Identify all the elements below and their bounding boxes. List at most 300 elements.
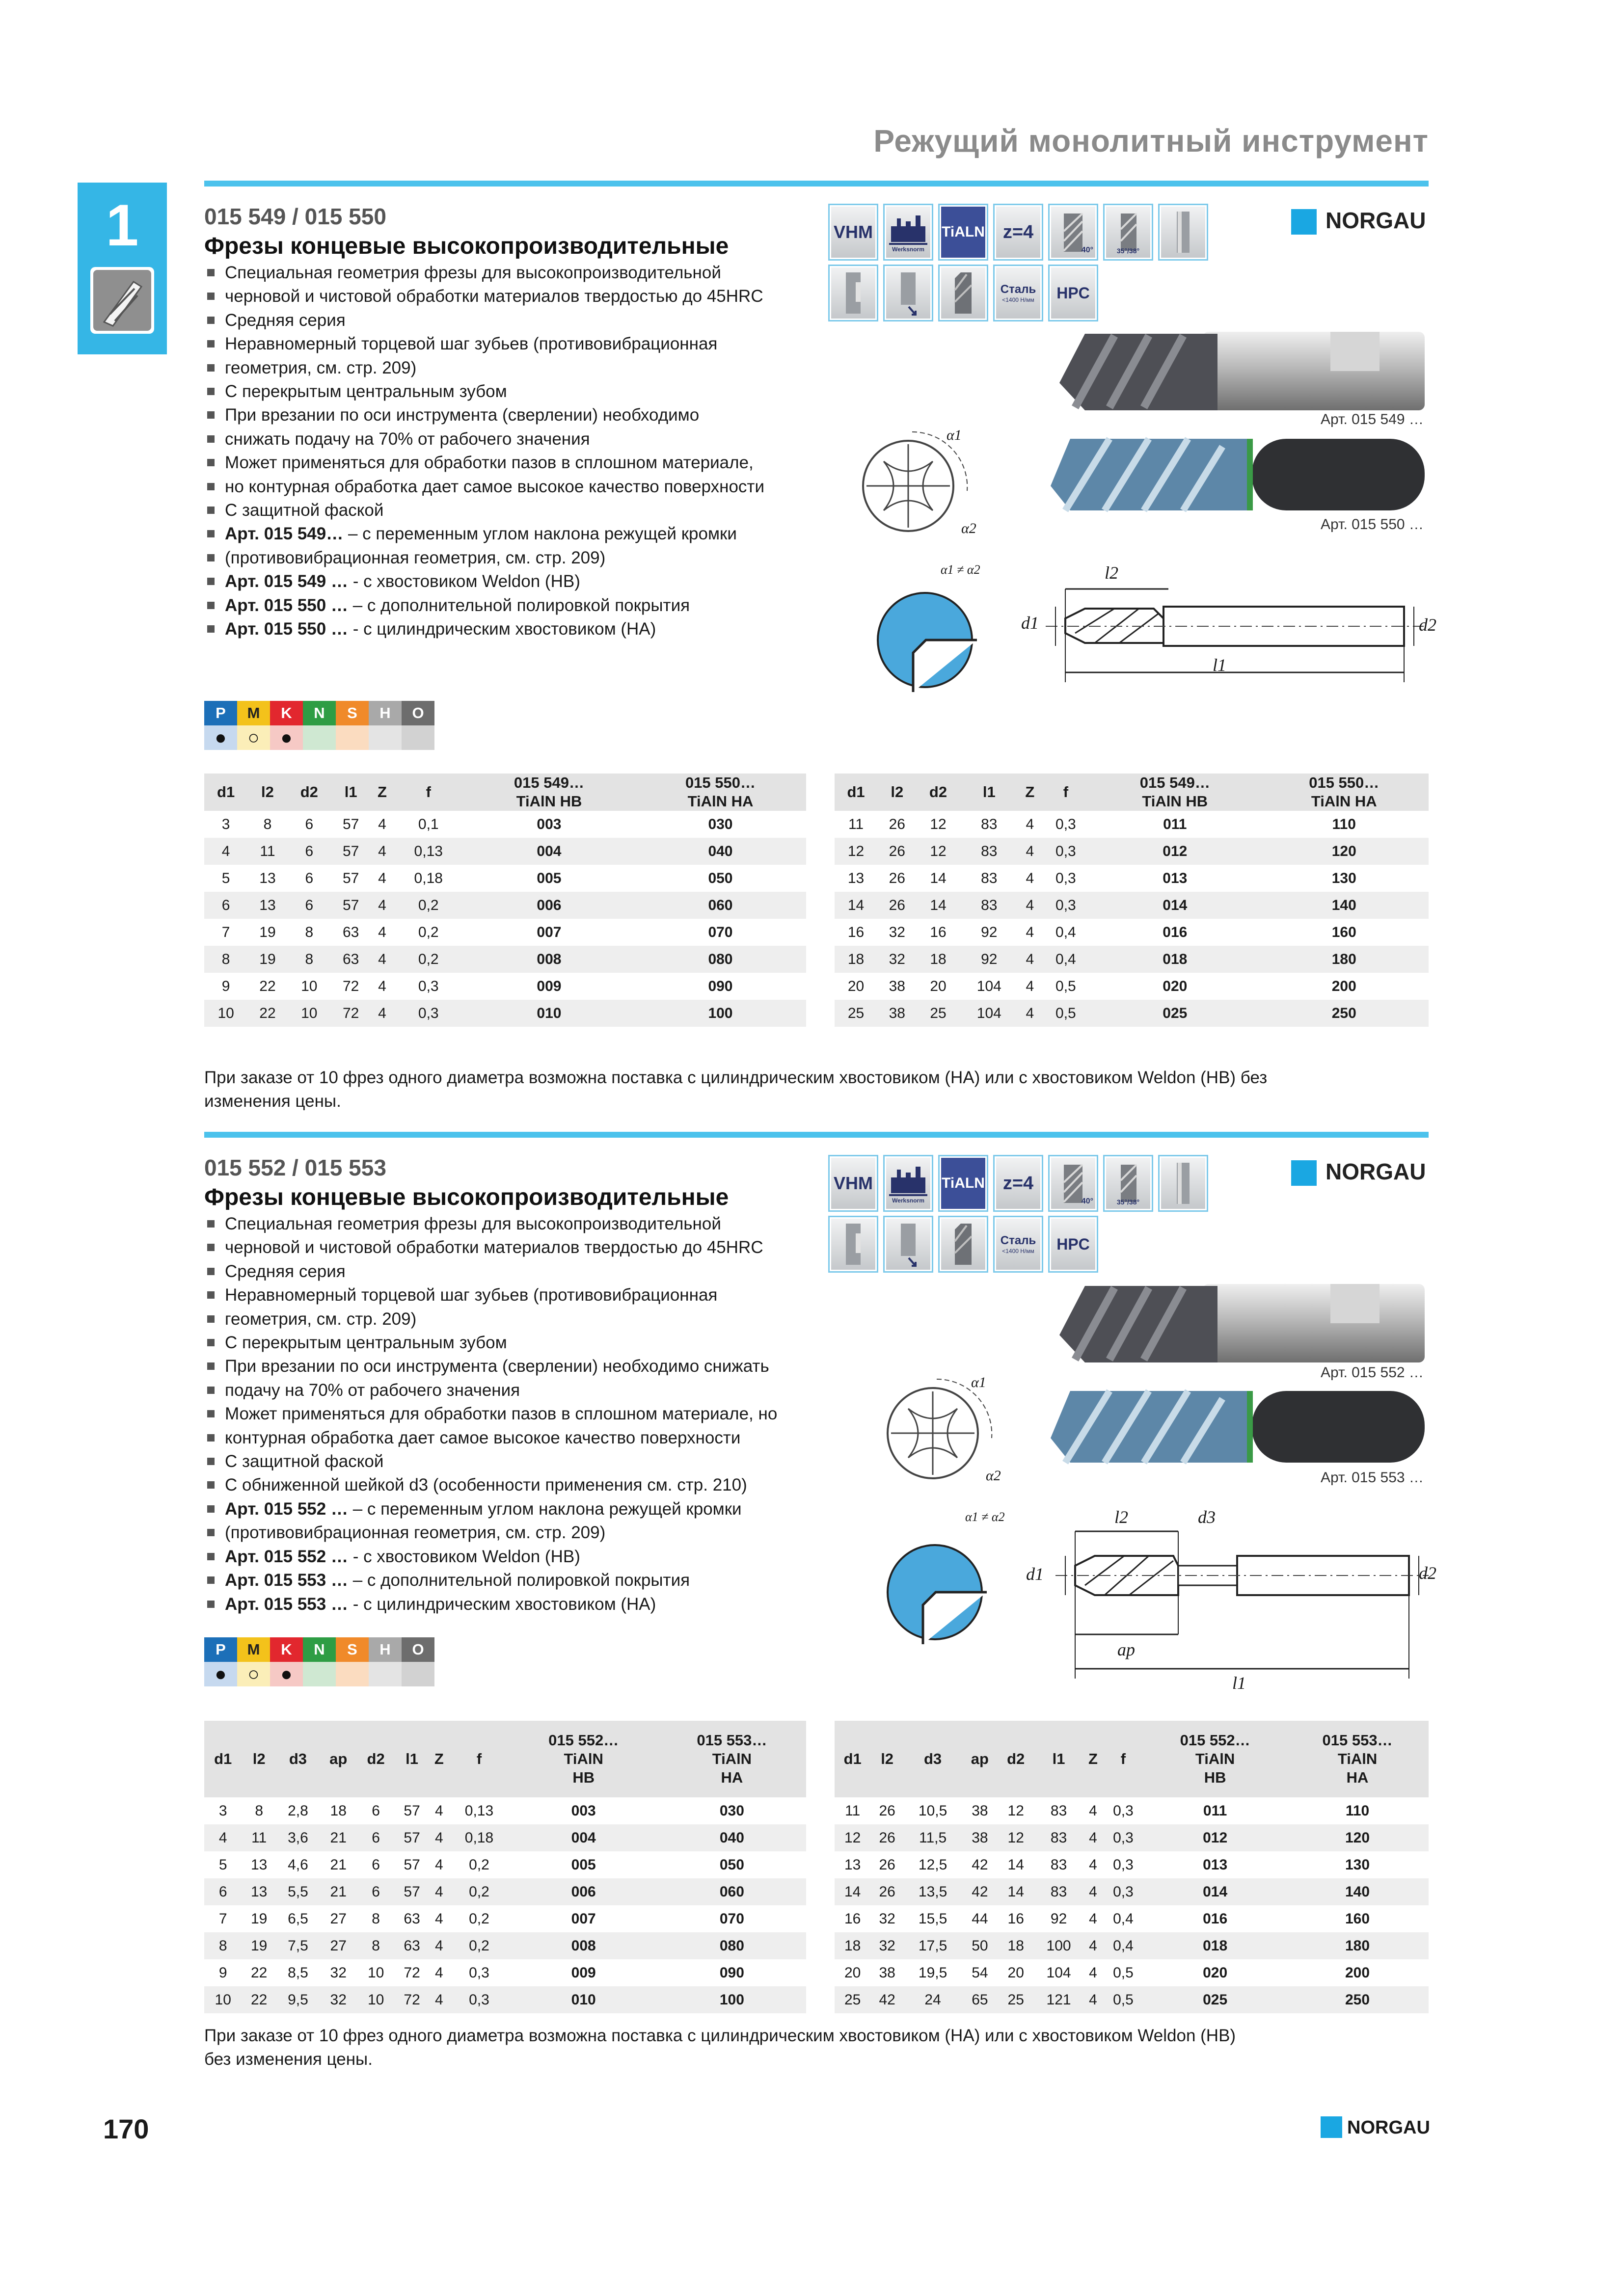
article-code-cell: 008 <box>510 1932 658 1959</box>
col-header: d1 <box>204 774 247 811</box>
col-header: l1 <box>331 774 371 811</box>
table-cell: 10 <box>301 978 318 994</box>
article-code-cell: 014 <box>1090 892 1259 919</box>
table-cell: 4 <box>1019 1000 1041 1027</box>
table-cell: 4 <box>434 1802 443 1819</box>
table-row <box>204 1000 806 1027</box>
norgau-logo-square <box>1291 1160 1317 1186</box>
section2-spec-table-left <box>204 1721 806 2013</box>
table-cell: 19 <box>259 924 276 940</box>
article-code-cell: 007 <box>537 924 562 940</box>
table-cell: 8 <box>255 1802 263 1819</box>
table-cell: 0,3 <box>1041 892 1090 919</box>
table-cell: 4 <box>1019 892 1041 919</box>
table-cell: 22 <box>247 1000 287 1027</box>
feature-item: Может применяться для обработки пазов в сплошном материале, но <box>204 1402 852 1426</box>
table-cell: 26 <box>879 1856 895 1873</box>
table-cell: 14 <box>998 1878 1034 1905</box>
article-code-cell: 160 <box>1331 924 1356 940</box>
section2-feature-list <box>204 1212 852 1616</box>
table-cell: 0,4 <box>1055 924 1076 940</box>
table-cell: 13 <box>250 1856 268 1873</box>
section1-code: 015 549 / 015 550 <box>204 204 386 229</box>
norgau-logo: NORGAU <box>1325 1159 1426 1184</box>
article-code-cell: 140 <box>1286 1878 1429 1905</box>
tialn-badge: TiALN <box>940 205 987 259</box>
chamfer-icon <box>940 266 987 320</box>
table-row <box>204 865 806 892</box>
table-cell: 72 <box>331 1000 371 1027</box>
table-cell: 0,2 <box>418 924 439 940</box>
table-cell: 4 <box>434 1964 443 1981</box>
article-code-cell: 006 <box>510 1878 658 1905</box>
table-row <box>204 973 806 1000</box>
table-cell: 10,5 <box>918 1802 947 1819</box>
table-row <box>835 1851 1429 1878</box>
feature-item: геометрия, см. стр. 209) <box>204 1308 852 1331</box>
col-header-code: 015 550… TiAlN HA <box>635 774 806 811</box>
table-cell: 4 <box>1083 1878 1102 1905</box>
table-cell: 6 <box>288 892 331 919</box>
art-caption: Арт. 015 549 … <box>1321 411 1424 427</box>
weldon-shank-icon <box>830 266 877 320</box>
table-cell: 4 <box>378 978 386 994</box>
table-cell: 100 <box>1034 1932 1083 1959</box>
col-header: f <box>1041 774 1090 811</box>
table-cell: 0,2 <box>449 1932 509 1959</box>
table-cell: 83 <box>981 816 998 832</box>
section2-title: Фрезы концевые высокопроизводительные <box>204 1184 729 1210</box>
table-cell: 4 <box>371 1000 393 1027</box>
material-p: P <box>204 1637 237 1662</box>
table-row <box>835 1905 1429 1932</box>
feature-item: При врезании по оси инструмента (сверлении) необходимо снижать <box>204 1355 852 1378</box>
material-m-mark: ○ <box>237 725 270 750</box>
tool-photo-015553 <box>1046 1384 1429 1468</box>
table-cell: 72 <box>342 978 359 994</box>
table-cell: 92 <box>1050 1910 1067 1927</box>
feature-item: подачу на 70% от рабочего значения <box>204 1379 852 1402</box>
col-header: l1 <box>960 774 1019 811</box>
col-header: d2 <box>288 774 331 811</box>
table-cell: 17,5 <box>904 1932 962 1959</box>
table-cell: 0,5 <box>1041 1000 1090 1027</box>
material-h: H <box>369 701 402 725</box>
table-cell: 44 <box>972 1910 988 1927</box>
article-code-cell: 120 <box>1260 838 1429 865</box>
article-code-cell: 018 <box>1090 946 1259 973</box>
article-code-cell: 005 <box>571 1856 596 1873</box>
table-cell: 20 <box>1007 1964 1024 1981</box>
table-cell: 104 <box>1046 1964 1071 1981</box>
table-row <box>204 811 806 838</box>
col-header: Z <box>1019 774 1041 811</box>
table-cell: 32 <box>877 946 917 973</box>
material-n: N <box>303 701 336 725</box>
article-code-cell: 250 <box>1286 1986 1429 2013</box>
table-cell: 16 <box>930 924 947 940</box>
steel-badge: Сталь <1400 Н/мм <box>995 1217 1042 1271</box>
helix-angle-3538-icon: 35°/38° <box>1105 205 1152 259</box>
col-header: d1 <box>835 1721 870 1797</box>
table-cell: 10 <box>367 1964 384 1981</box>
table-cell: 4 <box>434 1910 443 1927</box>
table-cell: 15,5 <box>918 1910 947 1927</box>
table-cell: 57 <box>404 1856 420 1873</box>
hpc-badge: HPC <box>1050 266 1097 320</box>
table-row <box>835 1932 1429 1959</box>
table-cell: 12 <box>1007 1802 1024 1819</box>
table-cell: 25 <box>835 1986 870 2013</box>
article-code-cell: 018 <box>1144 1932 1286 1959</box>
table-cell: 4 <box>1019 946 1041 973</box>
table-cell: 63 <box>331 946 371 973</box>
table-cell: 11 <box>247 838 287 865</box>
material-k-mark: ● <box>270 725 303 750</box>
article-code-cell: 110 <box>1332 816 1356 832</box>
cylindrical-shank-icon <box>1160 1156 1207 1210</box>
table-row <box>835 838 1429 865</box>
table-row <box>204 1878 806 1905</box>
article-code-cell: 040 <box>635 838 806 865</box>
section1-spec-table-left <box>204 774 806 1027</box>
col-header: d1 <box>835 774 877 811</box>
article-code-cell: 080 <box>658 1932 806 1959</box>
drill-bit-icon <box>90 267 154 334</box>
table-cell: 16 <box>844 1910 861 1927</box>
table-cell: 0,5 <box>1113 1964 1134 1981</box>
article-code-cell: 100 <box>658 1986 806 2013</box>
table-cell: 0,3 <box>1041 838 1090 865</box>
material-m-mark: ○ <box>237 1662 270 1686</box>
article-code-cell: 130 <box>1331 870 1356 886</box>
table-cell: 20 <box>844 1964 861 1981</box>
table-cell: 4 <box>1089 1964 1097 1981</box>
table-cell: 8 <box>204 1932 242 1959</box>
material-p: P <box>204 701 237 725</box>
article-code-cell: 007 <box>571 1910 596 1927</box>
section2-rule <box>204 1132 1429 1138</box>
material-h: H <box>369 1637 402 1662</box>
page-header-title: Режущий монолитный инструмент <box>873 123 1429 159</box>
table-cell: 27 <box>320 1932 357 1959</box>
table-row <box>204 1959 806 1986</box>
table-cell: 57 <box>331 892 371 919</box>
section1-badges <box>830 205 1227 323</box>
feature-item: Арт. 015 550 … – с дополнительной полировкой покрытия <box>204 594 842 617</box>
material-m: M <box>237 1637 270 1662</box>
table-cell: 4 <box>1026 816 1034 832</box>
table-cell: 20 <box>930 978 947 994</box>
werksnorm-badge: Werksnorm <box>885 205 932 259</box>
feature-item: Неравномерный торцевой шаг зубьев (противовибрационная <box>204 332 842 356</box>
article-code-cell: 006 <box>463 892 635 919</box>
col-header-code: 015 552… TiAlN HB <box>510 1721 658 1797</box>
table-cell: 14 <box>930 870 947 886</box>
col-header: d1 <box>204 1721 242 1797</box>
table-cell: 4 <box>429 1878 449 1905</box>
vhm-badge: VHM <box>830 1156 877 1210</box>
table-cell: 4 <box>1019 838 1041 865</box>
table-row <box>204 1851 806 1878</box>
col-header: ap <box>320 1721 357 1797</box>
table-cell: 14 <box>1007 1856 1024 1873</box>
article-code-cell: 180 <box>1286 1932 1429 1959</box>
feature-item: С перекрытым центральным зубом <box>204 1331 852 1355</box>
table-cell: 6 <box>288 838 331 865</box>
teeth-count-badge: z=4 <box>995 205 1042 259</box>
table-cell: 92 <box>960 946 1019 973</box>
feature-item: черновой и чистовой обработки материалов твердостью до 45HRC <box>204 285 842 308</box>
helix-angle-3538-icon: 35°/38° <box>1105 1156 1152 1210</box>
table-cell: 22 <box>259 978 276 994</box>
norgau-logo-square <box>1291 209 1317 235</box>
article-code-cell: 025 <box>1090 1000 1259 1027</box>
col-header: d2 <box>917 774 959 811</box>
col-header: Z <box>371 774 393 811</box>
table-cell: 4 <box>1026 870 1034 886</box>
article-code-cell: 003 <box>571 1802 596 1819</box>
material-h-mark <box>369 725 402 750</box>
section2-material-groups <box>204 1637 434 1662</box>
table-cell: 83 <box>1034 1824 1083 1851</box>
table-cell: 92 <box>981 924 998 940</box>
weldon-shank-icon <box>830 1217 877 1271</box>
feature-item: геометрия, см. стр. 209) <box>204 356 842 380</box>
article-code-cell: 008 <box>463 946 635 973</box>
article-code-cell: 010 <box>463 1000 635 1027</box>
table-row <box>204 1932 806 1959</box>
article-code-cell: 016 <box>1163 924 1188 940</box>
table-cell: 19,5 <box>918 1964 947 1981</box>
table-cell: 0,3 <box>418 978 439 994</box>
table-row <box>204 919 806 946</box>
pitch-angle-diagram: α1 α2 α1 ≠ α2 <box>879 1369 1026 1531</box>
table-row <box>835 919 1429 946</box>
table-cell: 83 <box>1034 1878 1083 1905</box>
table-cell: 8 <box>305 924 314 940</box>
feature-item: Средняя серия <box>204 1260 852 1283</box>
table-cell: 5,5 <box>276 1878 320 1905</box>
material-o: O <box>402 701 434 725</box>
feature-item: Арт. 015 552 … – с переменным углом наклона режущей кромки <box>204 1497 852 1521</box>
table-cell: 25 <box>917 1000 959 1027</box>
table-cell: 8 <box>288 946 331 973</box>
table-cell: 4 <box>1089 1802 1097 1819</box>
table-cell: 11,5 <box>904 1824 962 1851</box>
article-code-cell: 250 <box>1260 1000 1429 1027</box>
col-header: l2 <box>247 774 287 811</box>
table-row <box>835 1000 1429 1027</box>
table-cell: 20 <box>847 978 865 994</box>
steel-badge: Сталь <1400 Н/мм <box>995 266 1042 320</box>
col-header: Z <box>1083 1721 1102 1797</box>
table-cell: 6 <box>372 1802 380 1819</box>
table-cell: 25 <box>835 1000 877 1027</box>
table-cell: 4 <box>378 816 386 832</box>
material-o-mark <box>402 725 434 750</box>
table-cell: 3,6 <box>276 1824 320 1851</box>
table-cell: 13 <box>844 1856 861 1873</box>
table-cell: 10 <box>288 1000 331 1027</box>
table-cell: 0,4 <box>1113 1910 1134 1927</box>
vhm-badge: VHM <box>830 205 877 259</box>
article-code-cell: 070 <box>708 924 733 940</box>
table-cell: 5 <box>218 1856 227 1873</box>
footer-norgau-logo: NORGAU <box>1347 2117 1430 2138</box>
table-cell: 26 <box>889 816 905 832</box>
article-code-cell: 180 <box>1260 946 1429 973</box>
table-cell: 0,3 <box>1113 1856 1134 1873</box>
table-cell: 83 <box>1050 1802 1067 1819</box>
col-header: l2 <box>242 1721 276 1797</box>
material-h-mark <box>369 1662 402 1686</box>
table-cell: 10 <box>357 1986 394 2013</box>
section1-title: Фрезы концевые высокопроизводительные <box>204 233 729 259</box>
table-cell: 26 <box>870 1878 904 1905</box>
table-cell: 18 <box>917 946 959 973</box>
art-caption: Арт. 015 553 … <box>1321 1469 1424 1486</box>
corner-chamfer-diagram <box>874 589 977 692</box>
table-cell: 38 <box>972 1802 988 1819</box>
corner-chamfer-diagram <box>884 1541 987 1644</box>
table-cell: 9 <box>218 1964 227 1981</box>
feature-item: Арт. 015 553 … – с дополнительной полировкой покрытия <box>204 1569 852 1592</box>
table-cell: 22 <box>242 1986 276 2013</box>
material-p-mark: ● <box>204 725 237 750</box>
table-cell: 26 <box>877 838 917 865</box>
table-cell: 27 <box>330 1910 347 1927</box>
table-cell: 14 <box>917 892 959 919</box>
article-code-cell: 010 <box>510 1986 658 2013</box>
table-cell: 4 <box>204 1824 242 1851</box>
table-cell: 57 <box>342 870 359 886</box>
table-cell: 4 <box>1089 1910 1097 1927</box>
col-header: l1 <box>1034 1721 1083 1797</box>
feature-item: Арт. 015 552 … - с хвостовиком Weldon (HB) <box>204 1545 852 1569</box>
table-cell: 4 <box>1026 978 1034 994</box>
cylindrical-shank-icon <box>1160 205 1207 259</box>
table-row <box>835 865 1429 892</box>
table-cell: 12,5 <box>918 1856 947 1873</box>
table-row <box>835 973 1429 1000</box>
table-cell: 0,18 <box>414 870 443 886</box>
page-number: 170 <box>103 2113 149 2144</box>
table-cell: 13 <box>847 870 865 886</box>
col-header-code: 015 553… TiAlN HA <box>1286 1721 1429 1797</box>
table-cell: 18 <box>998 1932 1034 1959</box>
table-cell: 4 <box>429 1986 449 2013</box>
art-caption: Арт. 015 552 … <box>1321 1364 1424 1381</box>
material-p-mark: ● <box>204 1662 237 1686</box>
table-cell: 9 <box>221 978 230 994</box>
feature-item: С перекрытым центральным зубом <box>204 380 842 403</box>
section2-order-note: При заказе от 10 фрез одного диаметра возможна поставка с цилиндрическим хвостовиком (HA) или с хвостовиком Weldon (HB) без изменения цены. <box>204 2026 1236 2069</box>
table-cell: 4 <box>1083 1932 1102 1959</box>
table-cell: 42 <box>870 1986 904 2013</box>
col-header: l1 <box>395 1721 429 1797</box>
table-cell: 10 <box>204 1986 242 2013</box>
table-cell: 65 <box>962 1986 998 2013</box>
table-cell: 104 <box>976 978 1001 994</box>
article-code-cell: 030 <box>719 1802 744 1819</box>
table-cell: 11 <box>845 1802 861 1819</box>
table-cell: 22 <box>250 1964 268 1981</box>
table-row <box>204 1986 806 2013</box>
table-cell: 4 <box>429 1824 449 1851</box>
article-code-cell: 120 <box>1286 1824 1429 1851</box>
table-row <box>204 838 806 865</box>
col-header-code: 015 550… TiAlN HA <box>1260 774 1429 811</box>
table-cell: 26 <box>877 892 917 919</box>
article-code-cell: 025 <box>1144 1986 1286 2013</box>
table-cell: 11 <box>848 816 864 832</box>
table-cell: 6 <box>305 816 314 832</box>
table-cell: 0,3 <box>1113 1802 1134 1819</box>
table-cell: 7 <box>218 1910 227 1927</box>
table-cell: 32 <box>330 1964 347 1981</box>
dimension-drawing: l2 d1 d2 l1 <box>1006 560 1434 697</box>
norgau-logo-square <box>1321 2116 1342 2138</box>
table-cell: 6 <box>357 1878 394 1905</box>
table-cell: 4 <box>378 924 386 940</box>
table-cell: 6 <box>204 1878 242 1905</box>
col-header-code: 015 553… TiAlN HA <box>658 1721 806 1797</box>
col-header: f <box>449 1721 509 1797</box>
article-code-cell: 030 <box>708 816 733 832</box>
article-code-cell: 012 <box>1144 1824 1286 1851</box>
helix-angle-40-icon: 40° <box>1050 205 1097 259</box>
tool-photo-015552 <box>1055 1276 1429 1364</box>
table-cell: 4,6 <box>288 1856 308 1873</box>
section1-spec-table-right <box>835 774 1429 1027</box>
article-code-cell: 020 <box>1163 978 1188 994</box>
table-cell: 4 <box>371 838 393 865</box>
table-cell: 0,3 <box>1055 816 1076 832</box>
table-cell: 72 <box>404 1964 420 1981</box>
article-code-cell: 013 <box>1163 870 1188 886</box>
feature-item: Может применяться для обработки пазов в сплошном материале, <box>204 451 842 475</box>
article-code-cell: 003 <box>537 816 562 832</box>
table-row <box>835 1878 1429 1905</box>
article-code-cell: 090 <box>708 978 733 994</box>
article-code-cell: 011 <box>1203 1802 1227 1819</box>
table-cell: 4 <box>371 892 393 919</box>
table-cell: 83 <box>981 870 998 886</box>
hpc-badge: HPC <box>1050 1217 1097 1271</box>
table-cell: 0,2 <box>469 1910 489 1927</box>
table-cell: 18 <box>835 946 877 973</box>
col-header: d2 <box>357 1721 394 1797</box>
feature-item: контурная обработка дает самое высокое качество поверхности <box>204 1426 852 1450</box>
table-cell: 121 <box>1034 1986 1083 2013</box>
article-code-cell: 130 <box>1345 1856 1370 1873</box>
article-code-cell: 014 <box>1144 1878 1286 1905</box>
table-cell: 12 <box>917 838 959 865</box>
article-code-cell: 070 <box>719 1910 744 1927</box>
article-code-cell: 140 <box>1260 892 1429 919</box>
feature-item: (противовибрационная геометрия, см. стр. 209) <box>204 1521 852 1545</box>
section2-material-suitability <box>204 1662 434 1686</box>
table-cell: 0,1 <box>418 816 439 832</box>
material-k: K <box>270 701 303 725</box>
feature-item: С защитной фаской <box>204 499 842 522</box>
table-row <box>204 1797 806 1824</box>
table-row <box>835 1824 1429 1851</box>
feature-item: С защитной фаской <box>204 1450 852 1473</box>
feature-item: Средняя серия <box>204 309 842 332</box>
table-cell: 2,8 <box>288 1802 308 1819</box>
